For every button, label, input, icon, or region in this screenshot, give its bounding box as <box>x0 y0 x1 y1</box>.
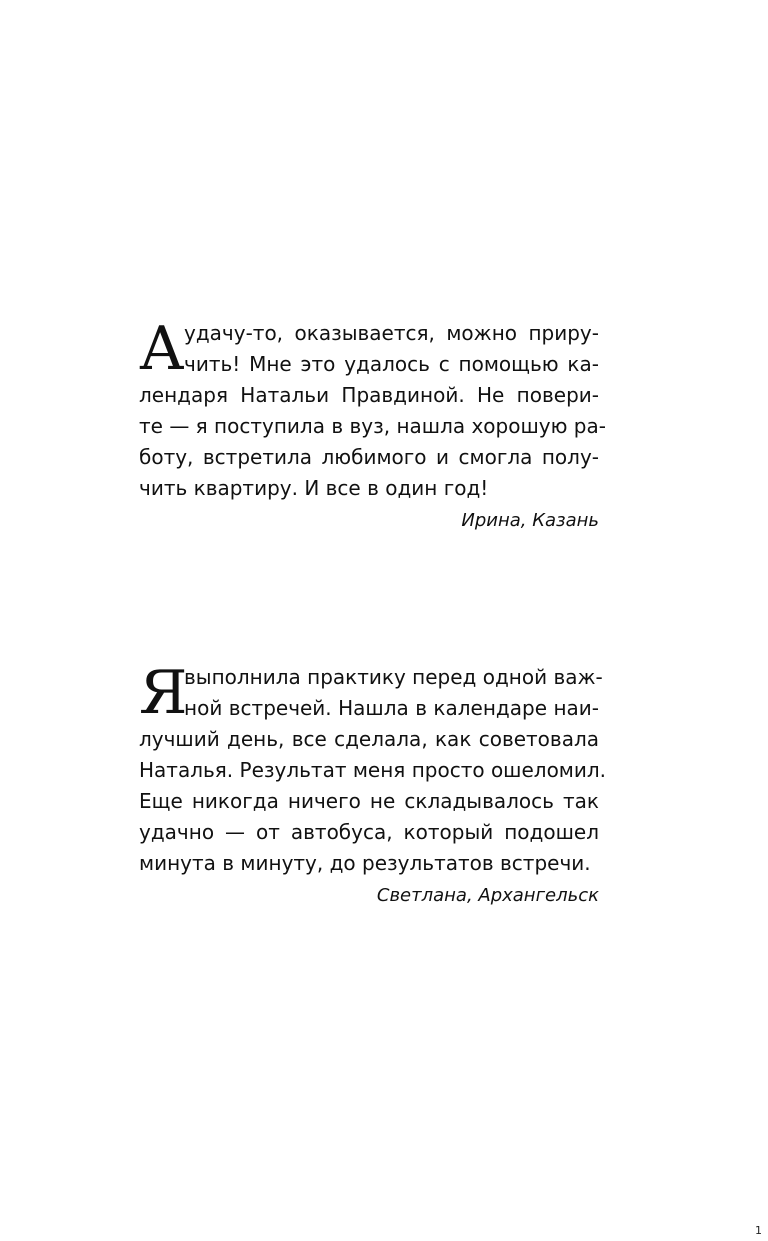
text-line: лучший день, все сделала, как советовала <box>139 727 599 751</box>
text-line: минута в минуту, до результатов встречи. <box>139 851 591 875</box>
drop-cap-letter: А <box>139 314 185 384</box>
testimonial-signature: Ирина, Казань <box>461 510 599 531</box>
text-line: лендаря Натальи Правдиной. Не повери- <box>139 383 599 407</box>
page-number: 1 <box>755 1224 762 1237</box>
text-line: чить! Мне это удалось с помощью ка- <box>184 352 599 376</box>
drop-cap-letter: Я <box>139 658 188 728</box>
text-line: удачно — от автобуса, который подошел <box>139 820 599 844</box>
text-line: ной встречей. Нашла в календаре наи- <box>184 696 599 720</box>
text-line: чить квартиру. И все в один год! <box>139 476 489 500</box>
text-line: Наталья. Результат меня просто ошеломил. <box>139 758 607 782</box>
text-line: удачу-то, оказывается, можно приру- <box>184 321 599 345</box>
text-line: выполнила практику перед одной важ- <box>184 665 603 689</box>
testimonial-svetlana <box>139 658 607 909</box>
testimonial-signature: Светлана, Архангельск <box>376 885 599 906</box>
testimonial-irina <box>139 314 606 534</box>
text-line: боту, встретила любимого и смогла полу- <box>139 445 599 469</box>
text-line: те — я поступила в вуз, нашла хорошую ра- <box>139 414 606 438</box>
text-line: Еще никогда ничего не складывалось так <box>139 789 599 813</box>
